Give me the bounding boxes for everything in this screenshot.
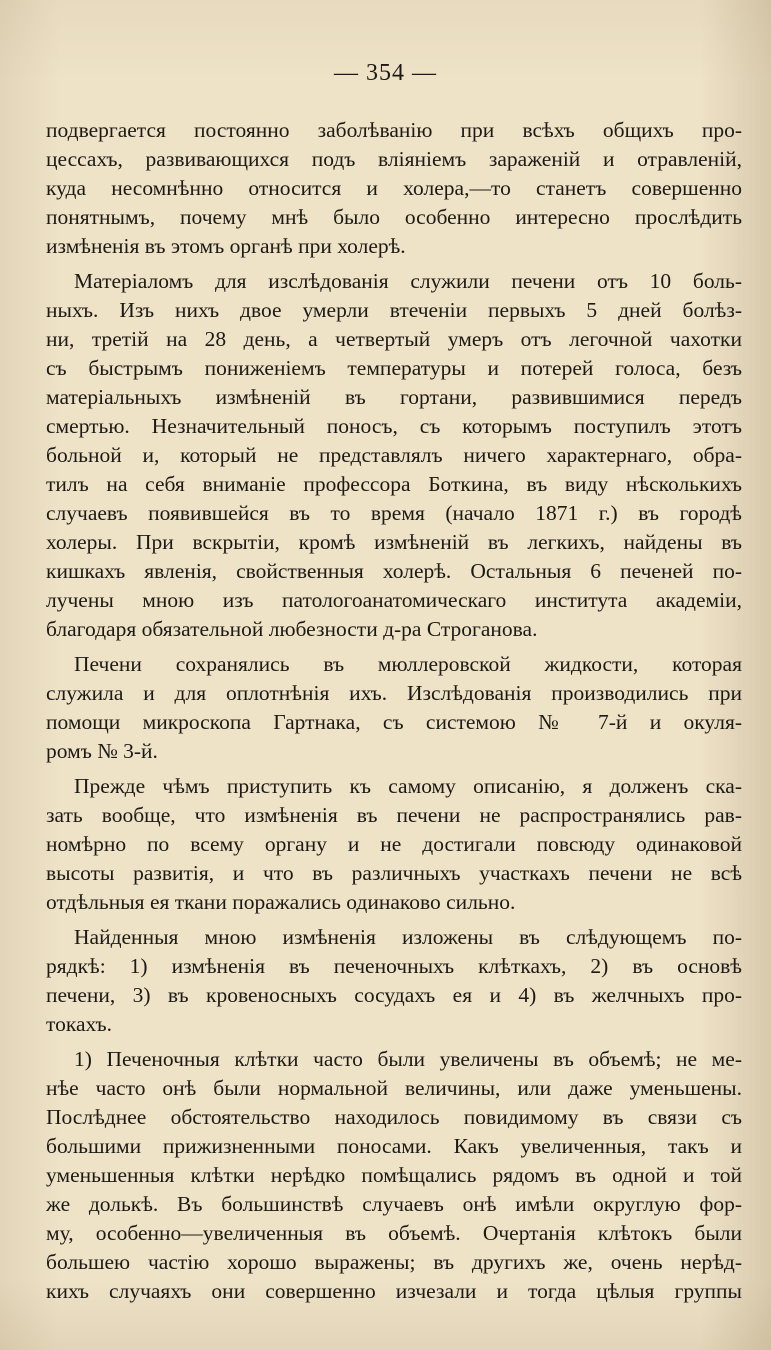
text-line: тилъ на себя вниманіе профессора Боткина, въ виду нѣсколькихъ bbox=[46, 472, 742, 496]
text-line: куда несомнѣнно относится и холера,—то станетъ совершенно bbox=[46, 176, 742, 200]
text-line: 1) Печеночныя клѣтки часто были увеличены въ объемѣ; не ме- bbox=[74, 1047, 742, 1071]
text-line: му, особенно—увеличенныя въ объемѣ. Очертанія клѣтокъ были bbox=[46, 1221, 742, 1245]
text-line: съ быстрымъ пониженіемъ температуры и потерей голоса, безъ bbox=[46, 356, 742, 380]
text-line: же долькѣ. Въ большинствѣ случаевъ онѣ имѣли округлую фор- bbox=[46, 1192, 742, 1216]
text-line: ныхъ. Изъ нихъ двое умерли втеченіи первыхъ 5 дней болѣз- bbox=[46, 298, 742, 322]
text-line: ромъ № 3-й. bbox=[46, 739, 158, 763]
text-line: случаевъ появившейся въ то время (начало 1871 г.) въ городѣ bbox=[46, 501, 742, 525]
body-text bbox=[46, 116, 742, 1312]
text-line: печени, 3) въ кровеносныхъ сосудахъ ея и 4) въ желчныхъ про- bbox=[46, 983, 742, 1007]
text-line: Прежде чѣмъ приступить къ самому описанію, я долженъ ска- bbox=[74, 774, 742, 798]
text-line: смертью. Незначительный поносъ, съ которымъ поступилъ этотъ bbox=[46, 414, 742, 438]
text-line: зать вообще, что измѣненія въ печени не распространялись рав- bbox=[46, 803, 742, 827]
paragraph bbox=[46, 650, 742, 766]
paragraph bbox=[46, 772, 742, 917]
text-line: кихъ случаяхъ они совершенно изчезали и тогда цѣлыя группы bbox=[46, 1279, 742, 1303]
text-line: номѣрно по всему органу и не достигали повсюду одинаковой bbox=[46, 832, 742, 856]
text-line: благодаря обязательной любезности д-ра Строганова. bbox=[46, 617, 538, 641]
paragraph bbox=[46, 923, 742, 1039]
text-line: измѣненія въ этомъ органѣ при холерѣ. bbox=[46, 234, 406, 258]
text-line: Матеріаломъ для изслѣдованія служили печени отъ 10 боль- bbox=[74, 269, 742, 293]
paragraph bbox=[46, 1045, 742, 1306]
text-line: Печени сохранялись въ мюллеровской жидкости, которая bbox=[74, 652, 742, 676]
text-line: служила и для оплотнѣнія ихъ. Изслѣдованія производились при bbox=[46, 681, 742, 705]
text-line: отдѣльныя ея ткани поражались одинаково сильно. bbox=[46, 890, 516, 914]
text-line: рядкѣ: 1) измѣненія въ печеночныхъ клѣткахъ, 2) въ основѣ bbox=[46, 954, 742, 978]
text-line: подвергается постоянно заболѣванію при всѣхъ общихъ про- bbox=[46, 118, 742, 142]
text-line: помощи микроскопа Гартнака, съ системою № 7-й и окуля- bbox=[46, 710, 742, 734]
page-number: — 354 — bbox=[334, 60, 437, 86]
paragraph bbox=[46, 116, 742, 261]
text-line: Послѣднее обстоятельство находилось повидимому въ связи съ bbox=[46, 1105, 742, 1129]
text-line: большими прижизненными поносами. Какъ увеличенныя, такъ и bbox=[46, 1134, 742, 1158]
text-line: ни, третій на 28 день, а четвертый умеръ отъ легочной чахотки bbox=[46, 327, 742, 351]
paragraph bbox=[46, 267, 742, 644]
text-line: нѣе часто онѣ были нормальной величины, или даже уменьшены. bbox=[46, 1076, 742, 1100]
text-line: токахъ. bbox=[46, 1012, 112, 1036]
text-line: цессахъ, развивающихся подъ вліяніемъ зараженій и отравленій, bbox=[46, 147, 742, 171]
text-line: понятнымъ, почему мнѣ было особенно интересно прослѣдить bbox=[46, 205, 742, 229]
text-line: уменьшенныя клѣтки нерѣдко помѣщались рядомъ въ одной и той bbox=[46, 1163, 742, 1187]
text-line: высоты развитія, и что въ различныхъ участкахъ печени не всѣ bbox=[46, 861, 742, 885]
text-line: лучены мною изъ патологоанатомическаго института академіи, bbox=[46, 588, 742, 612]
text-line: матеріальныхъ измѣненій въ гортани, развившимися передъ bbox=[46, 385, 742, 409]
text-line: больной и, который не представлялъ ничего характернаго, обра- bbox=[46, 443, 742, 467]
text-line: холеры. При вскрытіи, кромѣ измѣненій въ легкихъ, найдены въ bbox=[46, 530, 742, 554]
text-line: кишкахъ явленія, свойственныя холерѣ. Остальныя 6 печеней по- bbox=[46, 559, 742, 583]
text-line: большею частію хорошо выражены; въ другихъ же, очень нерѣд- bbox=[46, 1250, 742, 1274]
text-line: Найденныя мною измѣненія изложены въ слѣдующемъ по- bbox=[74, 925, 742, 949]
